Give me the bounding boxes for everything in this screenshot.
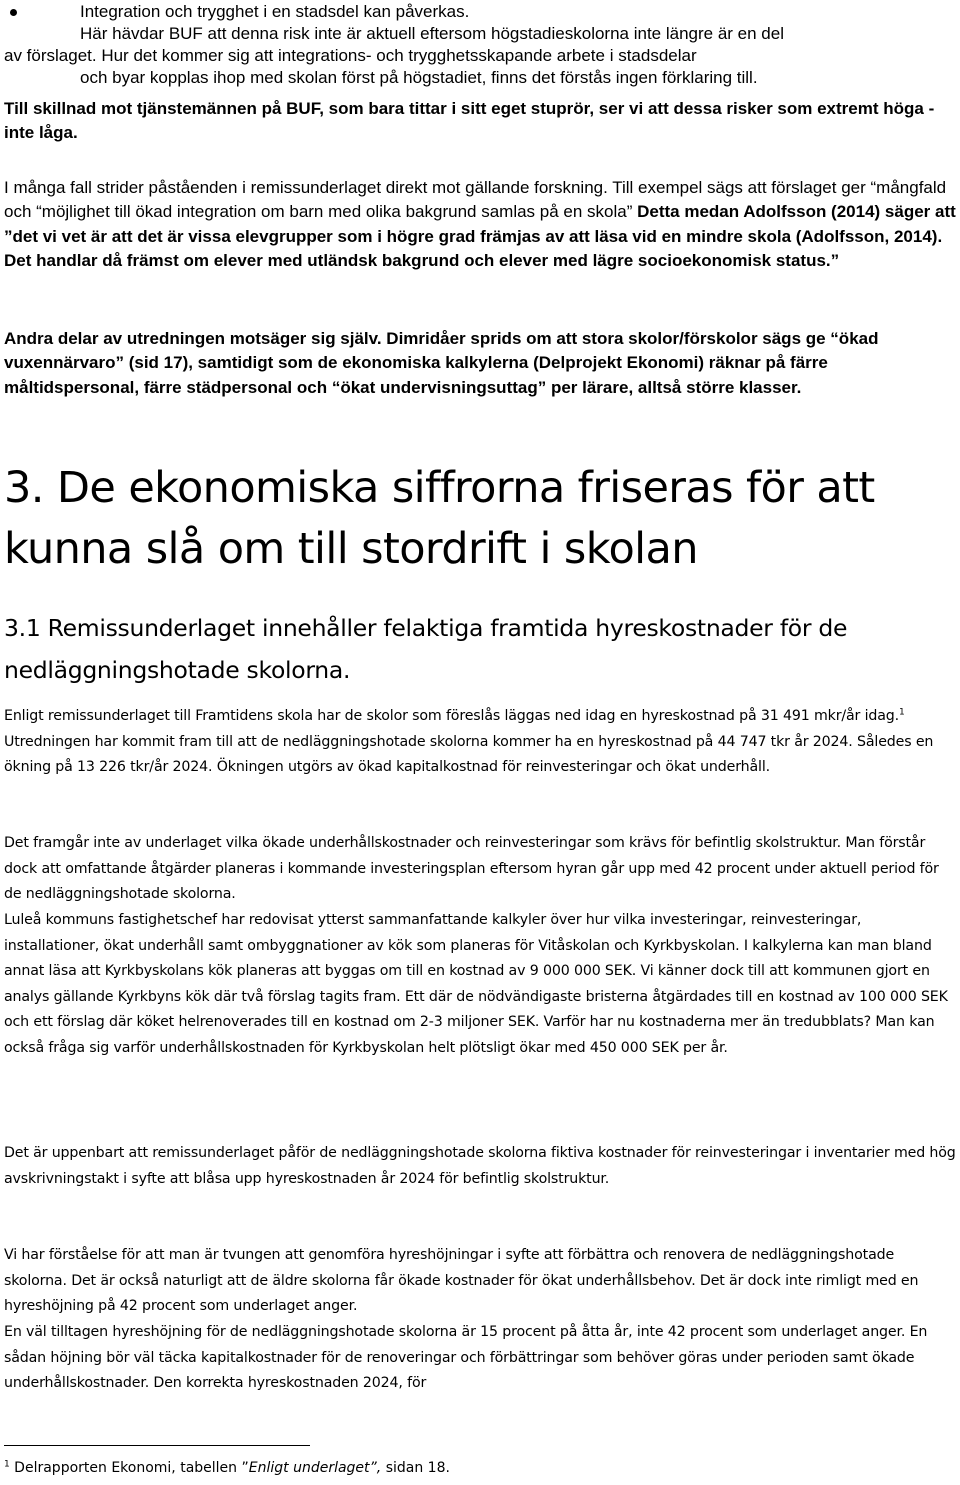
paragraph-hyreshojning: En väl tilltagen hyreshöjning för de nedläggningshotade skolorna är 15 procent på åtta år, inte 42 procent som underlaget anger. En sådan höjning bör väl täcka kapitalkostnader för de renoveringar och förbättringar som behöver göras under perioden samt ökade underhållskostnader. Den korrekta hyreskostnaden 2024, för: [4, 1324, 928, 1392]
paragraph-forskning-bold: Detta medan Adolfsson (2014) säger att ”det vi vet är att det är vissa elevgrupper som i högre grad främjas av att läsa vid en mindre skola (Adolfsson, 2014). Det handlar då främst om elever med utländsk bakgrund och elever med lägre socioekonomisk status.”: [4, 202, 956, 271]
paragraph-fiktiva-kostnader: Det är uppenbart att remissunderlaget påför de nedläggningshotade skolorna fiktiva kostnader för reinvesteringar i inventarier med hög avskrivningstakt i syfte att blåsa upp hyreskostnaden år 2024 för befintlig skolstruktur.: [4, 1145, 956, 1187]
heading-1-line-1: 3. De ekonomiska siffrorna friseras för att: [4, 463, 875, 513]
footnote-text-end: sidan 18.: [381, 1460, 450, 1476]
paragraph-motsager: Andra delar av utredningen motsäger sig själv. Dimridåer sprids om att stora skolor/förskolor sägs ge “ökad vuxennärvaro” (sid 17), samtidigt som de ekonomiska kalkylerna (Delprojekt Ekonomi) räknar på färre måltidspersonal, färre städpersonal och “ökat undervisningsuttag” per lärare, alltså större klasser.: [4, 329, 879, 397]
paragraph-hyreskostnad-end: Utredningen har kommit fram till att de nedläggningshotade skolorna kommer ha en hyreskostnad på 44 747 tkr år 2024. Således en ökning på 13 226 tkr/år 2024. Ökningen utgörs av ökad kapitalkostnad för reinvesteringar och ökat underhåll.: [4, 733, 934, 776]
heading-1-line-2: kunna slå om till stordrift i skolan: [4, 524, 698, 574]
paragraph-fastighetschef: Luleå kommuns fastighetschef har redovisat ytterst sammanfattande kalkyler över hur vilka investeringar, reinvesteringar, installationer, ökat underhåll samt ombyggnationer av kök som planeras för Vitåskolan och Kyrkbyskolan. I kalkylerna kan man bland annat läsa att Kyrkbyskolans kök planeras att byggas om till en kostnad av 9 000 000 SEK. Vi känner dock till att kommunen gjort en analys gällande Kyrkbyns kök där två förslag tagits fram. Ett där de nödvändigaste bristerna åtgärdades till en kostnad av 100 000 SEK och ett förslag där köket helrenoverades till en kostnad om 2-3 miljoner SEK. Varför har nu kostnaderna mer än tredubblats? Man kan också fråga sig varför underhållskostnaden för Kyrkbyskolan helt plötsligt ökar med 450 000 SEK per år.: [4, 912, 948, 1056]
paragraph-hyreskostnad: [4, 704, 959, 781]
paragraph-forstaelse: Vi har förståelse för att man är tvungen att genomföra hyreshöjningar i syfte att förbättra och renovera de nedläggningshotade skolorna. Det är också naturligt att de äldre skolorna får ökade kostnader för ökat underhållsbehov. Det är dock inte rimligt med en hyreshöjning på 42 procent som underlaget anger.: [4, 1247, 919, 1315]
bullet-line-3: av förslaget. Hur det kommer sig att integrations- och trygghetsskapande arbete i stadsdelar: [4, 46, 697, 65]
footnote-reference[interactable]: 1: [899, 707, 905, 718]
footnote-number: 1: [4, 1459, 10, 1470]
footnote-text-start: Delrapporten Ekonomi, tabellen ”: [9, 1460, 249, 1476]
bullet-line-4: och byar kopplas ihop med skolan först på högstadiet, finns det förstås ingen förklaring till.: [80, 68, 758, 87]
bullet-line-1: Integration och trygghet i en stadsdel kan påverkas.: [80, 2, 470, 21]
paragraph-underhall: Det framgår inte av underlaget vilka ökade underhållskostnader och reinvesteringar som krävs för befintlig skolstruktur. Man förstår dock att omfattande åtgärder planeras i kommande investeringsplan eftersom hyran går upp med 42 procent under aktuell period för de nedläggningshotade skolorna.: [4, 835, 939, 903]
heading-2-line-1: 3.1 Remissunderlaget innehåller felaktiga framtida hyreskostnader för de: [4, 614, 848, 642]
paragraph-buf: Till skillnad mot tjänstemännen på BUF, som bara tittar i sitt eget stuprör, ser vi att dessa risker som extremt höga - inte låga.: [4, 99, 935, 143]
footnote-separator: [4, 1445, 310, 1446]
paragraph-hyreskostnad-start: Enligt remissunderlaget till Framtidens skola har de skolor som föreslås läggas ned idag en hyreskostnad på 31 491 mkr/år idag.: [4, 708, 900, 724]
heading-2-line-2: nedläggningshotade skolorna.: [4, 656, 351, 684]
footnote-text-italic: Enligt underlaget”,: [248, 1460, 382, 1476]
paragraph-forskning-normal: I många fall strider påståenden i remissunderlaget direkt mot gällande forskning. Till exempel sägs att förslaget ger “mångfald och “möjlighet till ökad integration om barn med olika bakgrund samlas på en skola”: [4, 178, 947, 222]
bullet-line-2: Här hävdar BUF att denna risk inte är aktuell eftersom högstadieskolorna inte längre är en del: [80, 24, 784, 43]
paragraph-forskning: [4, 176, 959, 274]
footnote: [4, 1458, 450, 1478]
bullet-marker: [10, 9, 17, 16]
